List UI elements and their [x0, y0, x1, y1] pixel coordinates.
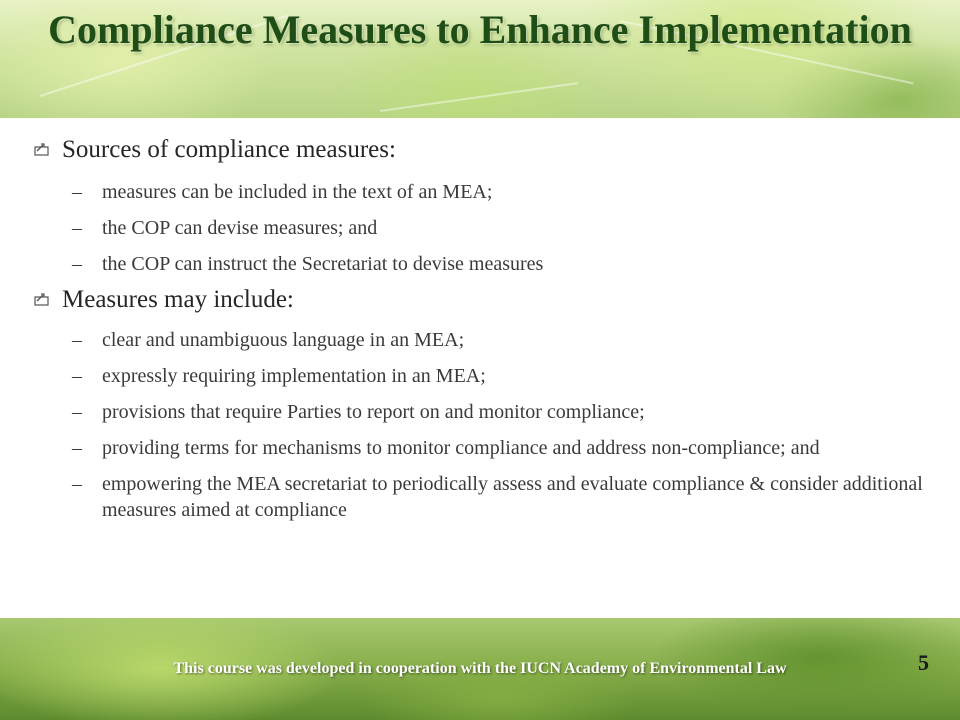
dash-marker: –	[72, 329, 82, 351]
sub-item-text: providing terms for mechanisms to monitor compliance and address non-compliance; and	[102, 437, 820, 459]
footer-leaf-background	[0, 618, 960, 720]
sub-item-text: measures can be included in the text of an MEA;	[102, 181, 493, 203]
sub-item-text: expressly requiring implementation in an MEA;	[102, 365, 486, 387]
sub-item-text: clear and unambiguous language in an MEA;	[102, 329, 465, 351]
sub-item-text: provisions that require Parties to report on and monitor compliance;	[102, 401, 645, 423]
sub-item	[28, 435, 928, 461]
dash-marker: –	[72, 365, 82, 387]
slide-bullet-icon	[34, 292, 50, 306]
dash-marker: –	[72, 401, 82, 423]
slide-bullet-icon	[34, 142, 50, 156]
bullet-measures	[28, 285, 928, 315]
sub-item	[28, 363, 928, 389]
sub-item	[28, 179, 928, 205]
dash-marker: –	[72, 437, 82, 459]
sub-item	[28, 399, 928, 425]
slide-title: Compliance Measures to Enhance Implementation	[48, 7, 912, 52]
sub-item-text: empowering the MEA secretariat to periodically assess and evaluate compliance & consider additional measures aimed at compliance	[102, 473, 923, 521]
dash-marker: –	[72, 253, 82, 275]
dash-marker: –	[72, 217, 82, 239]
sub-item-text: the COP can devise measures; and	[102, 217, 378, 239]
page-number: 5	[918, 650, 929, 675]
sub-item	[28, 471, 928, 523]
bullet-sources	[28, 135, 928, 165]
dash-marker: –	[72, 473, 82, 495]
sub-item	[28, 215, 928, 241]
header-leaf-background	[0, 0, 960, 118]
sub-item-text: the COP can instruct the Secretariat to devise measures	[102, 253, 544, 275]
sub-item	[28, 251, 928, 277]
bullet-sources-text: Sources of compliance measures:	[62, 136, 396, 163]
sub-item	[28, 327, 928, 353]
slide-content	[28, 130, 928, 523]
dash-marker: –	[72, 181, 82, 203]
bullet-measures-text: Measures may include:	[62, 286, 294, 313]
footer-credit: This course was developed in cooperation with the IUCN Academy of Environmental Law	[173, 660, 787, 677]
